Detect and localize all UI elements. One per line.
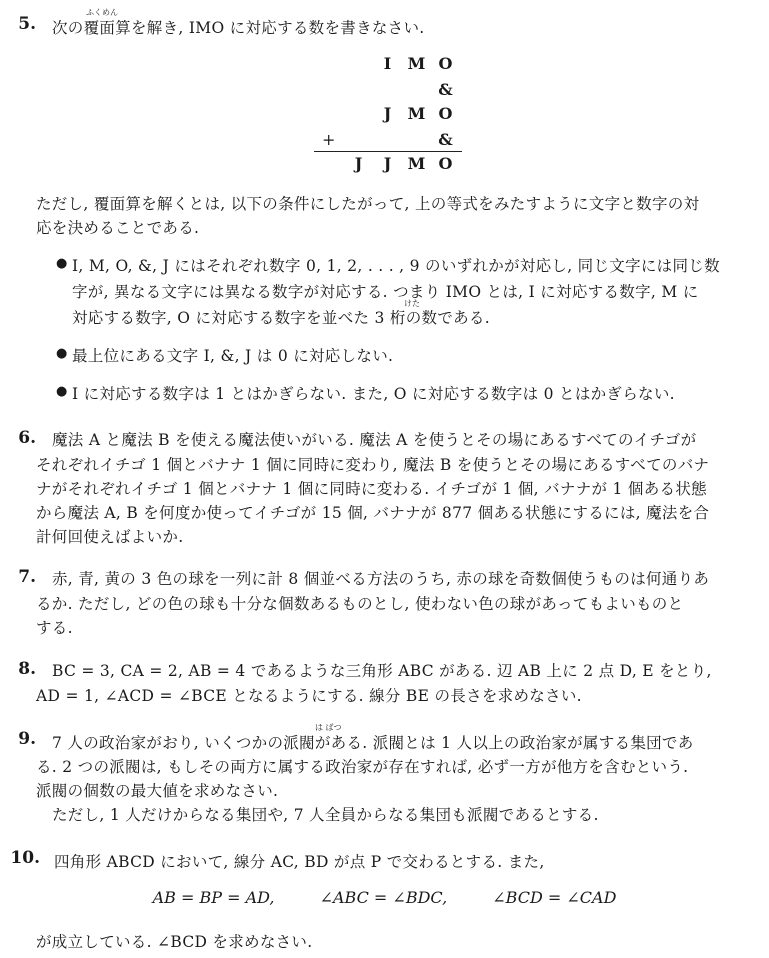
problem-9-number: 9. [18,729,36,749]
plus-sign: + [322,130,336,149]
alpha-cell: M [407,104,426,123]
bullet-icon: ● [56,384,68,399]
alpha-cell: J [354,154,363,173]
problem-9-line-1: 7 人の政治家がおり, いくつかの派閥がある. 派閥とは 1 人以上の政治家が属する集団であ [52,734,694,752]
problem-5-intro: 次の覆面算を解き, IMO に対応する数を書きなさい. [52,19,425,37]
ruby-habatsu: は ばつ [315,723,342,732]
problem-6-line-4: から魔法 A, B を何度か使ってイチゴが 15 個, バナナが 877 個ある状態にするには, 魔法を合 [36,504,710,522]
alpha-cell: & [438,80,453,99]
problem-6-line-2: それぞれイチゴ 1 個とバナナ 1 個に同時に変わり, 魔法 B を使うとその場にあるすべてのバナ [36,456,710,474]
alpha-row-3 [373,104,460,123]
bullet-2: 最上位にある文字 I, &, J は 0 に対応しない. [72,347,394,365]
alpha-row-1 [373,54,460,73]
problem-6-line-3: ナがそれぞれイチゴ 1 個とバナナ 1 個に同時に変わる. イチゴが 1 個, バナナが 1 個ある状態 [36,480,707,498]
bullet-icon: ● [56,346,68,361]
alpha-cell: I [383,54,392,73]
alpha-cell: M [407,54,426,73]
bullet-1-line-2: 字が, 異なる文字には異なる数字が対応する. つまり IMO とは, I に対応する数字, M に [72,283,699,301]
alpha-cell: J [383,154,392,173]
bullet-1-line-1: I, M, O, &, J にはそれぞれ数字 0, 1, 2, . . . , 9 のいずれかが対応し, 同じ文字には同じ数 [72,257,720,275]
equation-2: ∠ABC = ∠BDC, [319,888,448,907]
problem-10-number: 10. [10,848,40,868]
alpha-cell: O [438,104,453,123]
alpha-row-4 [431,130,460,149]
equation-1: AB = BP = AD, [152,888,275,907]
problem-9-line-4: ただし, 1 人だけからなる集団や, 7 人全員からなる集団も派閥であるとする. [52,806,599,824]
alpha-cell: O [438,154,453,173]
alpha-cell: J [383,104,392,123]
problem-8-line-1: BC = 3, CA = 2, AB = 4 であるような三角形 ABC がある. 辺 AB 上に 2 点 D, E をとり, [52,662,712,680]
bullet-icon: ● [56,256,68,271]
problem-5-number: 5. [18,14,36,34]
alphametic [310,44,460,174]
problem-7-line-3: する. [36,619,73,637]
equation-3: ∠BCD = ∠CAD [492,888,617,907]
problem-6-line-5: 計何回使えばよいか. [36,528,184,546]
problem-7-line-1: 赤, 青, 黄の 3 色の球を一列に計 8 個並べる方法のうち, 赤の球を奇数個使うものは何通りあ [52,570,710,588]
problem-10-line-1: 四角形 ABCD において, 線分 AC, BD が点 P で交わるとする. また, [54,853,545,871]
problem-6-number: 6. [18,428,36,448]
bullet-1-line-3: 対応する数字, O に対応する数字を並べた 3 桁の数である. [72,309,490,327]
alpha-row-2 [431,80,460,99]
sum-line [314,151,462,152]
alpha-cell: & [438,130,453,149]
problem-6-line-1: 魔法 A と魔法 B を使える魔法使いがいる. 魔法 A を使うとその場にあるすべてのイチゴが [52,431,697,449]
problem-9-line-2: る. 2 つの派閥は, もしその両方に属する政治家が存在すれば, 必ず一方が他方を含むという. [36,758,689,776]
problem-7-line-2: るか. ただし, どの色の球も十分な個数あるものとし, 使わない色の球があってもよいものと [36,595,684,613]
problem-5-desc-1: ただし, 覆面算を解くとは, 以下の条件にしたがって, 上の等式をみたすように文字と数字の対 [36,195,700,213]
problem-10-line-2: が成立している. ∠BCD を求めなさい. [36,933,313,951]
problem-9-line-3: 派閥の個数の最大値を求めなさい. [36,782,279,800]
bullet-3: I に対応する数字は 1 とはかぎらない. また, O に対応する数字は 0 とはかぎらない. [72,385,675,403]
ruby-fukumen: ふくめん [86,8,118,17]
alpha-cell: M [407,154,426,173]
ruby-keta: けた [404,299,420,308]
problem-8-number: 8. [18,659,36,679]
alpha-cell: O [438,54,453,73]
problem-7-number: 7. [18,567,36,587]
alpha-result [344,154,460,173]
problem-8-line-2: AD = 1, ∠ACD = ∠BCE となるようにする. 線分 BE の長さを求めなさい. [36,687,582,705]
problem-10-equations [0,888,769,907]
problem-5-desc-2: 応を決めることである. [36,219,200,237]
